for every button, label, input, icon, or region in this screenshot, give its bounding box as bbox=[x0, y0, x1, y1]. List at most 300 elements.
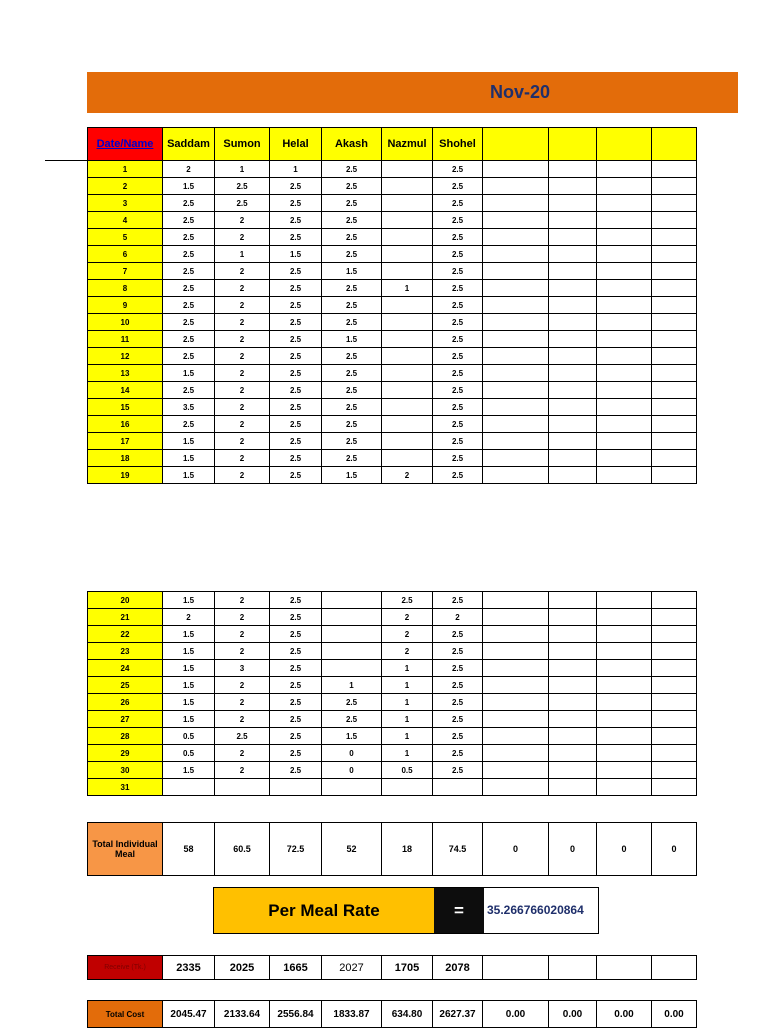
meal-cell bbox=[382, 314, 433, 331]
date-cell: 7 bbox=[88, 263, 163, 280]
meal-cell: 1.5 bbox=[163, 711, 215, 728]
name-header: Nazmul bbox=[382, 128, 433, 161]
meal-cell bbox=[483, 280, 549, 297]
meal-cell: 2 bbox=[215, 348, 270, 365]
receive-cell: 2078 bbox=[433, 956, 483, 980]
date-cell: 10 bbox=[88, 314, 163, 331]
meal-cell bbox=[652, 297, 697, 314]
meal-cell bbox=[549, 178, 597, 195]
meal-cell: 2.5 bbox=[322, 297, 382, 314]
meal-cell bbox=[597, 728, 652, 745]
table-row bbox=[88, 450, 697, 467]
meal-cell: 1 bbox=[382, 280, 433, 297]
meal-cell bbox=[549, 711, 597, 728]
date-cell: 27 bbox=[88, 711, 163, 728]
meal-cell bbox=[549, 263, 597, 280]
name-header: Shohel bbox=[433, 128, 483, 161]
meal-cell: 2.5 bbox=[433, 229, 483, 246]
meal-cell bbox=[597, 779, 652, 796]
receive-cell: 2027 bbox=[322, 956, 382, 980]
meal-cell: 2.5 bbox=[433, 643, 483, 660]
total-meal-cell: 72.5 bbox=[270, 823, 322, 876]
meal-cell bbox=[382, 178, 433, 195]
meal-cell: 2.5 bbox=[163, 212, 215, 229]
meal-cell: 2 bbox=[433, 609, 483, 626]
date-cell: 30 bbox=[88, 762, 163, 779]
meal-cell: 2.5 bbox=[270, 212, 322, 229]
title-banner bbox=[87, 72, 738, 113]
meal-cell bbox=[549, 745, 597, 762]
meal-cell bbox=[652, 467, 697, 484]
meal-cell bbox=[597, 263, 652, 280]
meal-cell: 2.5 bbox=[270, 677, 322, 694]
meal-cell: 2.5 bbox=[433, 399, 483, 416]
meal-cell bbox=[382, 331, 433, 348]
meal-cell bbox=[597, 348, 652, 365]
meal-cell: 1.5 bbox=[322, 467, 382, 484]
table-row bbox=[88, 626, 697, 643]
meal-cell bbox=[163, 779, 215, 796]
meal-cell: 2.5 bbox=[322, 399, 382, 416]
meal-cell: 0.5 bbox=[163, 745, 215, 762]
meal-cell: 1.5 bbox=[322, 331, 382, 348]
meal-cell: 2.5 bbox=[270, 592, 322, 609]
meal-cell: 2.5 bbox=[270, 745, 322, 762]
date-cell: 20 bbox=[88, 592, 163, 609]
meal-cell: 2.5 bbox=[433, 626, 483, 643]
meal-cell: 1 bbox=[382, 694, 433, 711]
meal-cell: 1.5 bbox=[163, 626, 215, 643]
meal-cell: 2 bbox=[215, 592, 270, 609]
table-row bbox=[88, 609, 697, 626]
date-cell: 8 bbox=[88, 280, 163, 297]
meal-cell: 2.5 bbox=[163, 314, 215, 331]
meal-cell: 1 bbox=[382, 677, 433, 694]
meal-cell bbox=[483, 382, 549, 399]
meal-cell: 2.5 bbox=[433, 297, 483, 314]
meal-cell: 2.5 bbox=[433, 178, 483, 195]
meal-cell: 1 bbox=[382, 728, 433, 745]
date-cell: 21 bbox=[88, 609, 163, 626]
meal-cell: 0 bbox=[322, 745, 382, 762]
meal-cell: 2 bbox=[215, 609, 270, 626]
meal-cell: 2.5 bbox=[163, 246, 215, 263]
date-cell: 17 bbox=[88, 433, 163, 450]
meal-cell: 2.5 bbox=[382, 592, 433, 609]
date-cell: 12 bbox=[88, 348, 163, 365]
meal-cell bbox=[597, 195, 652, 212]
date-cell: 9 bbox=[88, 297, 163, 314]
meal-cell bbox=[597, 399, 652, 416]
meal-cell: 2.5 bbox=[322, 416, 382, 433]
meal-cell bbox=[652, 745, 697, 762]
meal-cell bbox=[382, 348, 433, 365]
meal-cell: 2 bbox=[382, 467, 433, 484]
meal-cell: 1 bbox=[382, 745, 433, 762]
meal-cell bbox=[652, 263, 697, 280]
date-cell: 31 bbox=[88, 779, 163, 796]
meal-cell bbox=[549, 297, 597, 314]
meal-cell: 2.5 bbox=[433, 382, 483, 399]
meal-cell bbox=[652, 178, 697, 195]
total-meal-cell: 74.5 bbox=[433, 823, 483, 876]
meal-cell bbox=[597, 416, 652, 433]
meal-cell bbox=[483, 643, 549, 660]
meal-cell: 2.5 bbox=[433, 331, 483, 348]
meal-cell bbox=[652, 643, 697, 660]
meal-cell: 2.5 bbox=[270, 416, 322, 433]
meal-cell bbox=[597, 178, 652, 195]
table-row bbox=[88, 762, 697, 779]
meal-cell bbox=[597, 626, 652, 643]
meal-cell bbox=[652, 416, 697, 433]
meal-cell bbox=[549, 331, 597, 348]
meal-cell: 2.5 bbox=[270, 711, 322, 728]
meal-cell bbox=[652, 660, 697, 677]
meal-cell bbox=[549, 280, 597, 297]
table-row bbox=[88, 365, 697, 382]
meal-cell: 2.5 bbox=[270, 643, 322, 660]
meal-cell: 2.5 bbox=[270, 609, 322, 626]
receive-cell bbox=[549, 956, 597, 980]
table-row bbox=[88, 779, 697, 796]
meal-cell: 2.5 bbox=[270, 450, 322, 467]
meal-cell bbox=[483, 450, 549, 467]
header-row bbox=[88, 128, 697, 161]
meal-cell bbox=[483, 728, 549, 745]
meal-cell: 1.5 bbox=[163, 433, 215, 450]
date-cell: 3 bbox=[88, 195, 163, 212]
meal-cell bbox=[652, 195, 697, 212]
meal-cell: 2 bbox=[163, 161, 215, 178]
meal-cell bbox=[597, 711, 652, 728]
meal-cell: 2.5 bbox=[270, 762, 322, 779]
total-cost-cell: 2627.37 bbox=[433, 1001, 483, 1028]
meal-cell: 3 bbox=[215, 660, 270, 677]
meal-cell bbox=[382, 433, 433, 450]
meal-cell: 2 bbox=[215, 297, 270, 314]
receive-cell: 2335 bbox=[163, 956, 215, 980]
table-row bbox=[88, 246, 697, 263]
meal-cell: 2.5 bbox=[270, 399, 322, 416]
meal-cell bbox=[483, 779, 549, 796]
meal-cell: 2.5 bbox=[270, 195, 322, 212]
meal-cell bbox=[597, 592, 652, 609]
meal-cell bbox=[270, 779, 322, 796]
meal-cell: 2 bbox=[163, 609, 215, 626]
meal-cell bbox=[597, 161, 652, 178]
meal-cell: 2.5 bbox=[270, 728, 322, 745]
meal-cell bbox=[322, 660, 382, 677]
meal-cell: 2 bbox=[215, 745, 270, 762]
meal-cell: 2.5 bbox=[433, 314, 483, 331]
name-header: Sumon bbox=[215, 128, 270, 161]
meal-cell: 2.5 bbox=[270, 348, 322, 365]
meal-cell: 2 bbox=[382, 626, 433, 643]
meal-cell: 3.5 bbox=[163, 399, 215, 416]
meal-cell bbox=[483, 212, 549, 229]
meal-cell bbox=[322, 779, 382, 796]
meal-cell: 2 bbox=[215, 399, 270, 416]
date-cell: 6 bbox=[88, 246, 163, 263]
total-cost-cell: 0.00 bbox=[597, 1001, 652, 1028]
meal-cell: 2 bbox=[215, 229, 270, 246]
meal-table-part1 bbox=[87, 127, 697, 484]
meal-cell bbox=[549, 467, 597, 484]
receive-table bbox=[87, 955, 697, 980]
meal-cell bbox=[549, 728, 597, 745]
receive-cell bbox=[597, 956, 652, 980]
meal-cell: 2.5 bbox=[163, 297, 215, 314]
meal-cell bbox=[382, 365, 433, 382]
receive-cell: 2025 bbox=[215, 956, 270, 980]
meal-cell: 2.5 bbox=[433, 433, 483, 450]
total-meal-cell: 0 bbox=[483, 823, 549, 876]
meal-cell bbox=[382, 246, 433, 263]
meal-cell bbox=[597, 314, 652, 331]
meal-cell bbox=[549, 762, 597, 779]
date-cell: 5 bbox=[88, 229, 163, 246]
meal-cell: 2.5 bbox=[163, 229, 215, 246]
meal-cell: 2.5 bbox=[433, 711, 483, 728]
table-row bbox=[88, 660, 697, 677]
meal-cell bbox=[483, 348, 549, 365]
meal-cell bbox=[597, 643, 652, 660]
table-row bbox=[88, 195, 697, 212]
total-cost-cell: 0.00 bbox=[549, 1001, 597, 1028]
meal-cell bbox=[549, 643, 597, 660]
meal-cell: 2.5 bbox=[270, 694, 322, 711]
table-row bbox=[88, 467, 697, 484]
meal-cell bbox=[549, 433, 597, 450]
meal-cell bbox=[597, 280, 652, 297]
total-meal-cell: 60.5 bbox=[215, 823, 270, 876]
receive-cell bbox=[483, 956, 549, 980]
total-cost-cell: 2045.47 bbox=[163, 1001, 215, 1028]
meal-cell bbox=[652, 212, 697, 229]
meal-cell bbox=[652, 592, 697, 609]
meal-cell: 2.5 bbox=[433, 263, 483, 280]
meal-cell bbox=[652, 280, 697, 297]
meal-cell bbox=[549, 348, 597, 365]
meal-cell bbox=[382, 297, 433, 314]
meal-cell bbox=[652, 229, 697, 246]
table-row bbox=[88, 263, 697, 280]
meal-cell bbox=[597, 762, 652, 779]
date-cell: 13 bbox=[88, 365, 163, 382]
meal-cell bbox=[597, 365, 652, 382]
date-cell: 25 bbox=[88, 677, 163, 694]
meal-cell: 2.5 bbox=[270, 467, 322, 484]
meal-cell: 2 bbox=[215, 331, 270, 348]
meal-cell: 0 bbox=[322, 762, 382, 779]
meal-cell: 2.5 bbox=[322, 365, 382, 382]
meal-cell bbox=[652, 694, 697, 711]
meal-cell: 2 bbox=[215, 643, 270, 660]
date-name-header: Date/Name bbox=[88, 128, 163, 161]
sheet-title: Nov-20 bbox=[490, 82, 551, 102]
meal-cell bbox=[549, 212, 597, 229]
meal-cell: 2.5 bbox=[270, 229, 322, 246]
meal-cell bbox=[549, 694, 597, 711]
total-cost-label: Total Cost bbox=[88, 1001, 163, 1028]
meal-cell: 2.5 bbox=[433, 728, 483, 745]
meal-cell: 1.5 bbox=[322, 263, 382, 280]
meal-cell: 2.5 bbox=[433, 762, 483, 779]
meal-cell: 2.5 bbox=[163, 382, 215, 399]
receive-label: Receive (Tk.) bbox=[88, 956, 163, 980]
meal-cell: 2.5 bbox=[433, 348, 483, 365]
meal-cell bbox=[652, 331, 697, 348]
meal-cell bbox=[652, 609, 697, 626]
meal-cell bbox=[652, 382, 697, 399]
meal-cell bbox=[652, 365, 697, 382]
table-row bbox=[88, 348, 697, 365]
meal-cell: 2.5 bbox=[322, 348, 382, 365]
meal-cell: 1 bbox=[382, 660, 433, 677]
meal-cell bbox=[549, 779, 597, 796]
total-meal-cell: 0 bbox=[597, 823, 652, 876]
meal-cell bbox=[322, 609, 382, 626]
table-row bbox=[88, 314, 697, 331]
date-cell: 15 bbox=[88, 399, 163, 416]
meal-cell: 2.5 bbox=[270, 433, 322, 450]
meal-cell: 2 bbox=[382, 643, 433, 660]
meal-cell bbox=[382, 399, 433, 416]
meal-cell: 2.5 bbox=[322, 433, 382, 450]
meal-cell bbox=[483, 246, 549, 263]
meal-cell: 2.5 bbox=[433, 161, 483, 178]
equals-sign: = bbox=[434, 888, 484, 933]
meal-cell bbox=[549, 195, 597, 212]
table-row bbox=[88, 280, 697, 297]
name-header bbox=[483, 128, 549, 161]
meal-cell bbox=[483, 592, 549, 609]
meal-cell bbox=[483, 762, 549, 779]
date-cell: 4 bbox=[88, 212, 163, 229]
meal-cell: 2.5 bbox=[215, 195, 270, 212]
meal-cell bbox=[597, 246, 652, 263]
meal-cell bbox=[652, 399, 697, 416]
total-cost-cell: 1833.87 bbox=[322, 1001, 382, 1028]
meal-cell: 2 bbox=[215, 433, 270, 450]
meal-cell bbox=[483, 161, 549, 178]
meal-cell: 2.5 bbox=[270, 365, 322, 382]
meal-cell: 2 bbox=[215, 762, 270, 779]
total-cost-cell: 634.80 bbox=[382, 1001, 433, 1028]
meal-cell bbox=[597, 694, 652, 711]
name-header: Helal bbox=[270, 128, 322, 161]
meal-cell: 2 bbox=[215, 711, 270, 728]
meal-cell: 2 bbox=[215, 263, 270, 280]
table-row bbox=[88, 331, 697, 348]
meal-cell: 2.5 bbox=[322, 229, 382, 246]
meal-cell bbox=[483, 745, 549, 762]
meal-cell bbox=[549, 416, 597, 433]
meal-cell bbox=[597, 433, 652, 450]
meal-cell bbox=[483, 660, 549, 677]
meal-cell bbox=[597, 450, 652, 467]
meal-cell bbox=[483, 399, 549, 416]
name-header bbox=[597, 128, 652, 161]
meal-cell bbox=[652, 246, 697, 263]
total-meal-cell: 52 bbox=[322, 823, 382, 876]
meal-cell: 2.5 bbox=[270, 314, 322, 331]
meal-cell: 2 bbox=[215, 694, 270, 711]
meal-cell bbox=[483, 263, 549, 280]
total-meal-cell: 58 bbox=[163, 823, 215, 876]
meal-cell bbox=[597, 212, 652, 229]
meal-cell bbox=[215, 779, 270, 796]
per-meal-rate-label: Per Meal Rate bbox=[214, 888, 434, 933]
meal-cell bbox=[483, 195, 549, 212]
meal-cell bbox=[382, 416, 433, 433]
table-row bbox=[88, 728, 697, 745]
meal-cell bbox=[549, 365, 597, 382]
meal-cell: 1.5 bbox=[163, 694, 215, 711]
meal-cell: 2.5 bbox=[163, 416, 215, 433]
meal-cell: 2 bbox=[215, 677, 270, 694]
meal-cell bbox=[483, 331, 549, 348]
table-row bbox=[88, 677, 697, 694]
meal-cell: 2.5 bbox=[270, 280, 322, 297]
meal-cell: 2.5 bbox=[433, 416, 483, 433]
table-row bbox=[88, 297, 697, 314]
table-row bbox=[88, 643, 697, 660]
meal-cell bbox=[483, 178, 549, 195]
receive-cell bbox=[652, 956, 697, 980]
table-row bbox=[88, 229, 697, 246]
meal-cell bbox=[597, 660, 652, 677]
meal-cell bbox=[549, 609, 597, 626]
meal-cell: 1.5 bbox=[163, 643, 215, 660]
date-cell: 14 bbox=[88, 382, 163, 399]
meal-cell: 2.5 bbox=[433, 212, 483, 229]
meal-cell: 2.5 bbox=[322, 161, 382, 178]
meal-cell bbox=[382, 212, 433, 229]
meal-cell bbox=[322, 592, 382, 609]
meal-cell bbox=[652, 626, 697, 643]
meal-cell: 2.5 bbox=[270, 382, 322, 399]
table-row bbox=[88, 745, 697, 762]
meal-cell: 1 bbox=[215, 161, 270, 178]
meal-cell bbox=[597, 609, 652, 626]
total-cost-cell: 2133.64 bbox=[215, 1001, 270, 1028]
meal-cell: 0.5 bbox=[163, 728, 215, 745]
date-cell: 22 bbox=[88, 626, 163, 643]
meal-cell bbox=[382, 779, 433, 796]
meal-cell bbox=[322, 643, 382, 660]
meal-cell: 2.5 bbox=[322, 195, 382, 212]
table-row bbox=[88, 711, 697, 728]
meal-cell bbox=[549, 626, 597, 643]
table-row bbox=[88, 694, 697, 711]
meal-cell bbox=[483, 229, 549, 246]
meal-cell bbox=[549, 660, 597, 677]
receive-cell: 1665 bbox=[270, 956, 322, 980]
total-cost-cell: 0.00 bbox=[483, 1001, 549, 1028]
name-header bbox=[652, 128, 697, 161]
meal-cell bbox=[652, 314, 697, 331]
date-cell: 2 bbox=[88, 178, 163, 195]
meal-cell: 2.5 bbox=[270, 660, 322, 677]
meal-cell bbox=[433, 779, 483, 796]
meal-cell: 2.5 bbox=[163, 280, 215, 297]
meal-cell: 2.5 bbox=[433, 660, 483, 677]
meal-cell bbox=[483, 433, 549, 450]
table-row bbox=[88, 178, 697, 195]
meal-cell bbox=[483, 365, 549, 382]
